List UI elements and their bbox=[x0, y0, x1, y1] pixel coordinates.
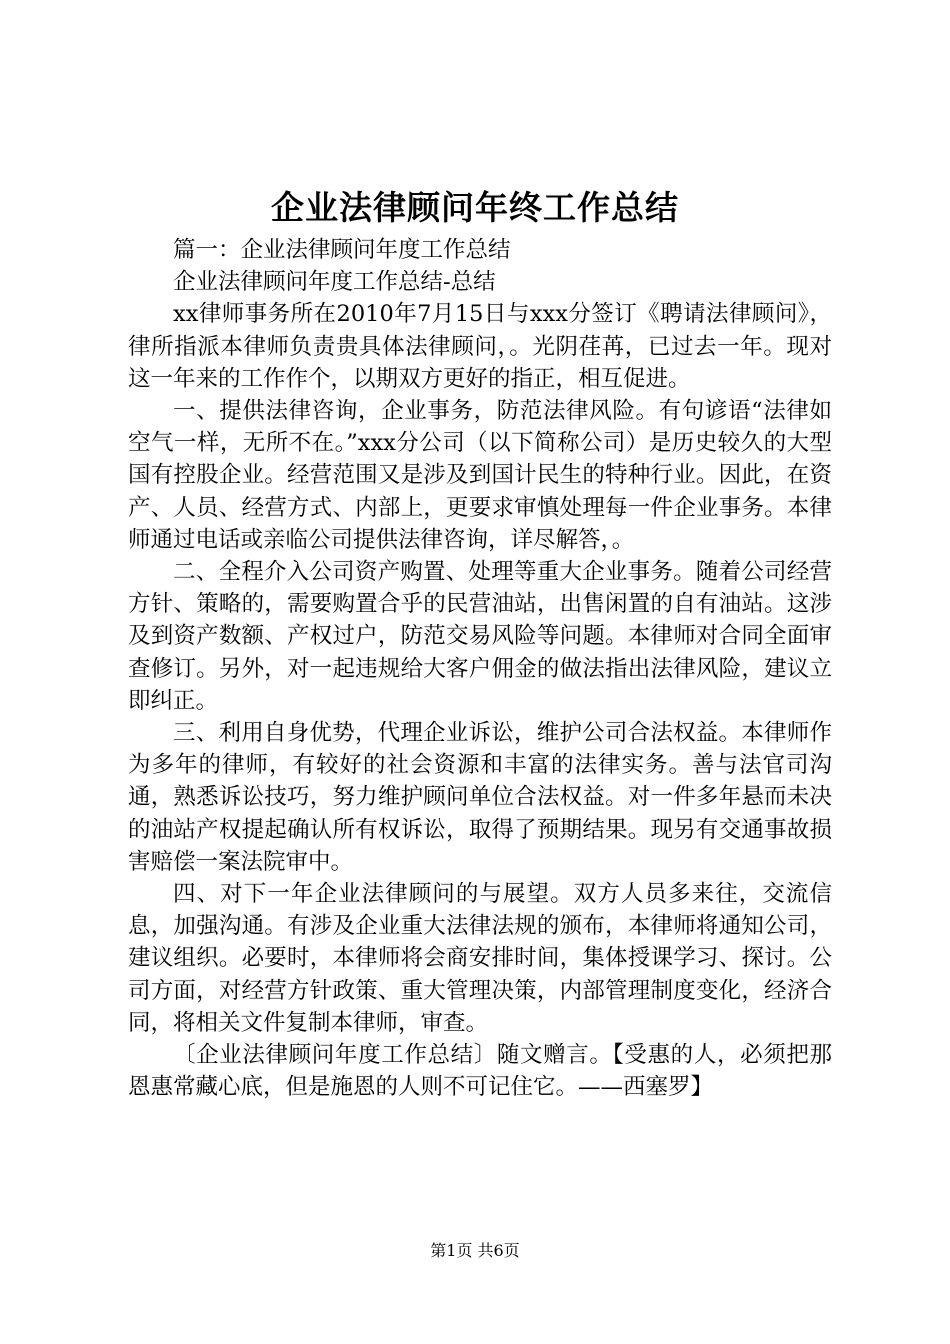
document-body bbox=[128, 234, 832, 1103]
paragraph-intro: xx律师事务所在2010年7月15日与xxx分签订《聘请法律顾问》，律所指派本律师负责贵具体法律顾问，。光阴荏苒，已过去一年。现对这一年来的工作作个，以期双方更好的指正，相互促进。 bbox=[128, 301, 832, 392]
paragraph-point-four: 四、对下一年企业法律顾问的与展望。双方人员多来往，交流信息，加强沟通。有涉及企业重大法律法规的颁布，本律师将通知公司，建议组织。必要时，本律师将会商安排时间，集体授课学习、探讨。公司方面，对经营方针政策、重大管理决策，内部管理制度变化，经济合同，将相关文件复制本律师，审查。 bbox=[128, 881, 832, 1036]
paragraph-point-three: 三、利用自身优势，代理企业诉讼，维护公司合法权益。本律师作为多年的律师，有较好的社会资源和丰富的法律实务。善与法官司沟通，熟悉诉讼技巧，努力维护顾问单位合法权益。对一件多年悬而未决的油站产权提起确认所有权诉讼，取得了预期结果。现另有交通事故损害赔偿一案法院审中。 bbox=[128, 720, 832, 875]
page-number-footer: 第1页 共6页 bbox=[430, 1241, 520, 1260]
paragraph-subtitle: 企业法律顾问年度工作总结-总结 bbox=[173, 269, 496, 296]
document-title: 企业法律顾问年终工作总结 bbox=[271, 188, 679, 227]
paragraph-closing-quote: 〔企业法律顾问年度工作总结〕随文赠言。【受惠的人，必须把那恩惠常藏心底，但是施恩的人则不可记住它。——西塞罗】 bbox=[128, 1042, 832, 1101]
paragraph-point-one: 一、提供法律咨询，企业事务，防范法律风险。有句谚语“法律如空气一样，无所不在。”xxx分公司（以下简称公司）是历史较久的大型国有控股企业。经营范围又是涉及到国计民生的特种行业。因此，在资产、人员、经营方式、内部上，更要求审慎处理每一件企业事务。本律师通过电话或亲临公司提供法律咨询，详尽解答，。 bbox=[128, 398, 832, 553]
paragraph-section-heading: 篇一：企业法律顾问年度工作总结 bbox=[173, 237, 511, 263]
paragraph-point-two: 二、全程介入公司资产购置、处理等重大企业事务。随着公司经营方针、策略的，需要购置合乎的民营油站，出售闲置的自有油站。这涉及到资产数额、产权过户，防范交易风险等问题。本律师对合同全面审查修订。另外，对一起违规给大客户佣金的做法指出法律风险，建议立即纠正。 bbox=[128, 559, 832, 714]
